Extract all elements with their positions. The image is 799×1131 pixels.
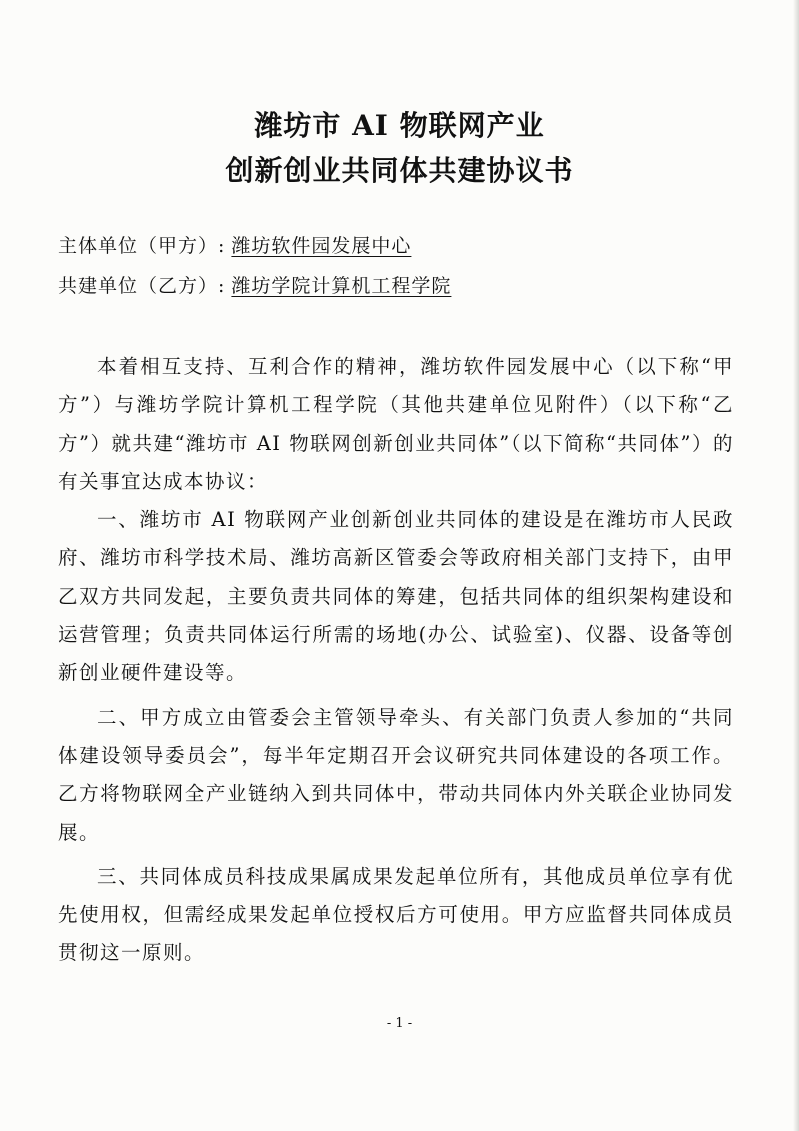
- document-title-line-1: 潍坊市 AI 物联网产业: [254, 109, 545, 142]
- paragraph-clause-3: 三、共同体成员科技成果属成果发起单位所有，其他成员单位享有优先使用权，但需经成果发起单位授权后方可使用。甲方应监督共同体成员贯彻这一原则。: [58, 864, 734, 965]
- party-b-line: [58, 272, 451, 300]
- paragraph-clause-1: 一、潍坊市 AI 物联网产业创新创业共同体的建设是在潍坊市人民政府、潍坊市科学技术局、潍坊高新区管委会等政府相关部门支持下，由甲乙双方共同发起，主要负责共同体的筹建，包括共同体的组织架构建设和运营管理；负责共同体运行所需的场地(办公、试验室)、仪器、设备等创新创业硬件建设等。: [58, 508, 734, 685]
- page-number: - 1 -: [386, 1016, 413, 1031]
- party-b-label: 共建单位（乙方）:: [58, 275, 226, 297]
- document-title-line-2: 创新创业共同体共建协议书: [225, 154, 574, 187]
- party-a-name: 潍坊软件园发展中心: [231, 235, 412, 257]
- scan-edge-shadow: [793, 0, 799, 1131]
- party-a-label: 主体单位（甲方）:: [58, 235, 226, 257]
- agreement-body: [58, 348, 734, 973]
- party-b-name: 潍坊学院计算机工程学院: [231, 275, 452, 297]
- paragraph-clause-2: 二、甲方成立由管委会主管领导牵头、有关部门负责人参加的“共同体建设领导委员会”，每半年定期召开会议研究共同体建设的各项工作。乙方将物联网全产业链纳入到共同体中，带动共同体内外关联企业协同发展。: [58, 705, 734, 844]
- paragraph-preamble: 本着相互支持、互利合作的精神，潍坊软件园发展中心（以下称“甲方”）与潍坊学院计算机工程学院（其他共建单位见附件）（以下称“乙方”）就共建“潍坊市 AI 物联网创新创业共同体”（以下简称“共同体”）的有关事宜达成本协议：: [58, 355, 734, 493]
- party-a-line: [58, 232, 411, 260]
